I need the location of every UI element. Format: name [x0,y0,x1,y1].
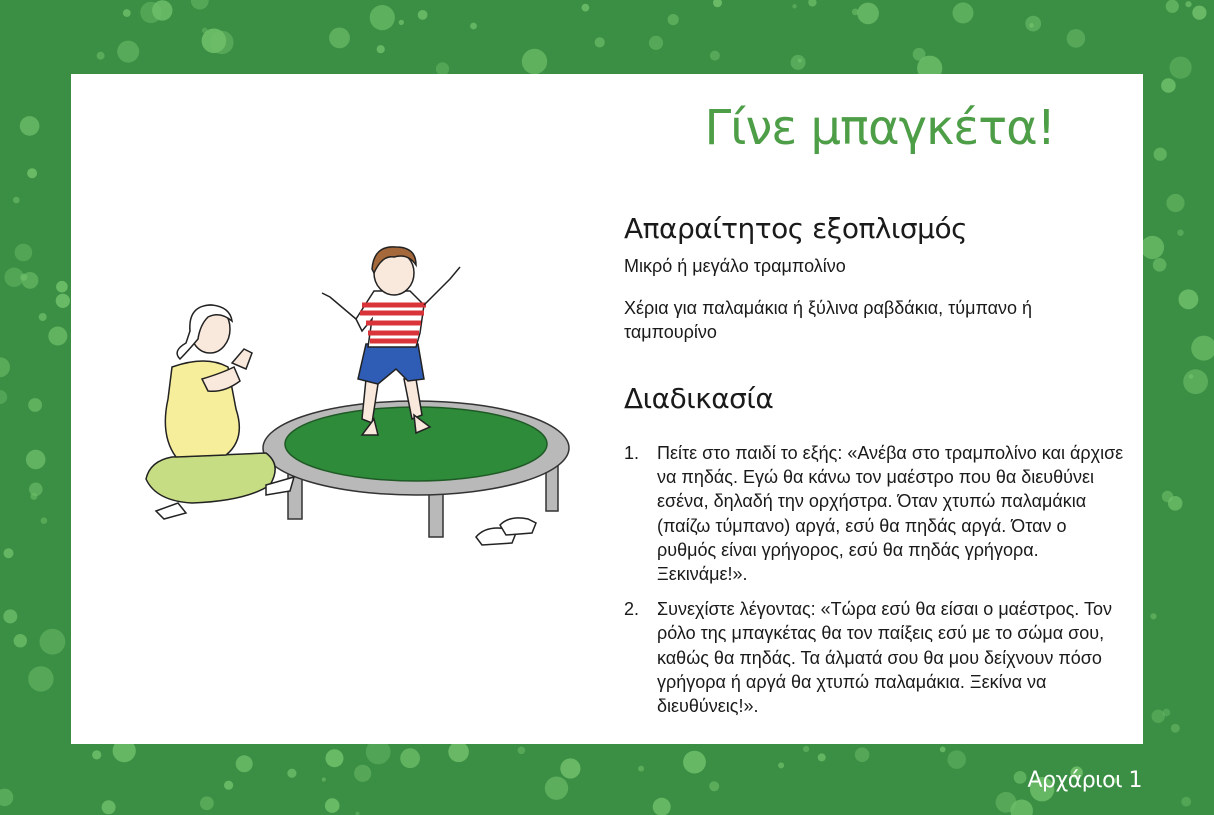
background-dot [20,116,40,136]
background-dot [778,762,784,768]
equipment-item: Μικρό ή μεγάλο τραμπολίνο [624,256,846,276]
background-dot [798,59,802,63]
background-dot [236,755,253,772]
background-dot [791,55,806,70]
background-dot [322,777,326,781]
background-dot [56,294,70,308]
background-dot [27,168,37,178]
background-dot [0,789,13,807]
background-dot [1150,613,1156,619]
background-dot [522,49,547,74]
background-dot [792,4,796,8]
background-dot [325,798,340,813]
background-dot [326,749,344,767]
background-dot [20,274,27,281]
background-dot [1154,148,1167,161]
background-dot [41,517,48,524]
background-dot [1183,369,1208,394]
background-dot [102,800,116,814]
background-dot [595,37,605,47]
background-dot [855,747,870,762]
background-dot [1185,1,1191,7]
background-dot [202,28,208,34]
background-dot [803,746,809,752]
background-dot [653,798,671,815]
background-dot [30,493,37,500]
background-dot [200,796,214,810]
background-dot [400,748,420,768]
background-dot [1192,6,1206,20]
step-text: Πείτε στο παιδί το εξής: «Ανέβα στο τραμπολίνο και άρχισε να πηδάς. Εγώ θα κάνω τον μαέστρο που θα διευθύνει εσένα, δηλαδή την ορχήστρα. Όταν χτυπώ παλαμάκια (παίζω τύμπανο) αργά, εσύ θα πηδάς αργά. Όταν ο ρυθμός είναι γρήγορος, εσύ θα πηδάς γρήγορα. Ξεκινάμε!». [657,443,1124,585]
page-title: Γίνε μπαγκέτα! [704,100,1055,156]
background-dot [1067,29,1086,48]
background-dot [287,769,296,778]
background-dot [39,313,47,321]
background-dot [448,742,469,763]
step-number: 1. [624,443,640,463]
background-dot [377,45,385,53]
background-dot [1166,194,1184,212]
procedure-steps [624,441,1124,729]
background-dot [210,31,233,54]
background-dot [97,52,105,60]
background-dot [354,765,371,782]
background-dot [92,750,101,759]
background-dot [3,609,17,623]
background-dot [1191,336,1214,361]
background-dot [1014,771,1027,784]
background-dot [1029,23,1034,28]
background-dot [28,398,42,412]
background-dot [710,51,720,61]
background-dot [1179,289,1199,309]
background-dot [518,747,526,755]
equipment-heading: Απαραίτητος εξοπλισμός [624,212,968,245]
background-dot [638,766,644,772]
background-dot [26,450,46,470]
background-dot [0,390,7,404]
background-dot [28,666,53,691]
background-dot [709,781,719,791]
background-dot [808,0,816,7]
background-dot [355,812,359,815]
background-dot [117,41,139,63]
background-dot [1153,258,1167,272]
background-dot [1181,797,1191,807]
background-dot [4,548,14,558]
background-dot [224,781,233,790]
background-dot [48,327,67,346]
background-dot [582,4,590,12]
background-dot [1161,78,1176,93]
background-dot [1171,724,1180,733]
background-dot [40,629,66,655]
background-dot [940,747,946,753]
background-dot [1025,16,1041,32]
background-dot [1170,57,1192,79]
background-dot [1168,496,1183,511]
background-dot [996,792,1017,813]
background-dot [370,5,395,30]
background-dot [329,28,350,49]
step-number: 2. [624,599,640,620]
procedure-heading: Διαδικασία [624,382,774,415]
background-dot [1177,230,1183,236]
background-dot [418,10,428,20]
level-label: Αρχάριοι 1 [1027,768,1142,793]
background-dot [1152,710,1165,723]
background-dot [947,750,966,769]
adult-clapping-icon [146,305,294,519]
background-dot [818,753,826,761]
background-dot [14,634,27,647]
background-dot [399,20,404,25]
procedure-step [624,441,1124,586]
equipment-item: Χέρια για παλαμάκια ή ξύλινα ραβδάκια, τύμπανο ή ταμπουρίνο [624,298,1033,342]
step-text: Συνεχίστε λέγοντας: «Τώρα εσύ θα είσαι ο μαέστρος. Τον ρόλο της μπαγκέτας θα τον παίξεις εσύ με το σώμα σου, καθώς θα πηδάς. Τα άλματά σου θα μου δείχνουν πόσο γρήγορα ή αργά θα χτυπώ παλαμάκια. Ξεκίνα να διευθύνεις!». [657,599,1112,717]
background-dot [668,14,679,25]
background-dot [857,3,879,25]
shoes-icon [476,518,536,545]
background-dot [1166,0,1179,13]
background-dot [15,244,33,262]
background-dot [649,36,663,50]
background-dot [56,281,68,293]
background-dot [683,751,706,774]
background-dot [0,357,10,377]
background-dot [140,2,161,23]
background-dot [470,23,477,30]
procedure-step [624,597,1124,718]
background-dot [13,197,20,204]
background-dot [560,758,580,778]
background-dot [123,9,131,17]
background-dot [545,777,568,800]
activity-card [71,74,1143,744]
background-dot [1141,236,1164,259]
background-dot [191,0,209,10]
activity-illustration [116,239,586,574]
background-dot [713,0,722,7]
background-dot [953,2,974,23]
